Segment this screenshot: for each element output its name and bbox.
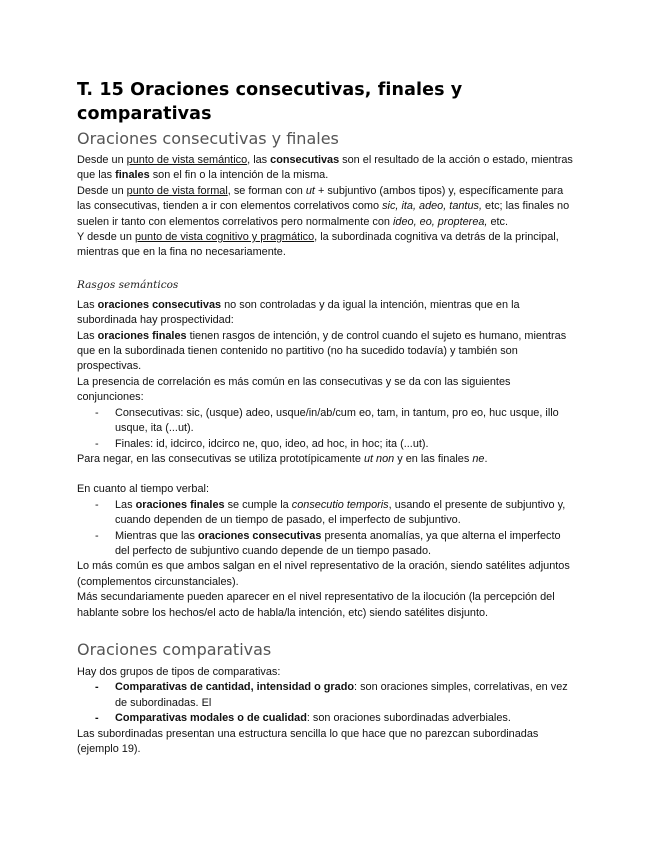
text: : son oraciones simples, correlativas, en vez de subordinadas. El <box>115 681 568 709</box>
text: Las <box>77 329 98 342</box>
paragraph-comun: Lo más común es que ambos salgan en el nivel representativo de la oración, siendo satélites adjuntos (complementos circunstanciales). <box>77 560 570 588</box>
text: , se forman con <box>227 184 306 197</box>
text: : son oraciones subordinadas adverbiales. <box>306 712 511 725</box>
conjunciones-list <box>77 406 577 452</box>
paragraph-secundariamente: Más secundariamente pueden aparecer en el nivel representativo de la ilocución (la percepción del hablante sobre los hechos/el acto de habla/la intención, etc) siendo satélites disjunto. <box>77 591 555 619</box>
dash-bullet: - <box>95 529 99 542</box>
paragraph-consecutivas-rasgos <box>77 298 577 329</box>
dash-bullet: - <box>95 712 99 725</box>
list-item-text: Finales: id, idcirco, idcirco ne, quo, ideo, ad hoc, in hoc; ita (...ut). <box>115 437 429 450</box>
list-item <box>77 498 577 529</box>
text: , la subordinada cognitiva va detrás de la principal, mientras que en la fina no necesariamente. <box>77 231 559 259</box>
text: y en las finales <box>394 452 473 465</box>
text: Desde un <box>77 154 127 166</box>
dash-bullet: - <box>95 437 99 450</box>
comparativas-list <box>77 680 577 726</box>
list-item <box>77 680 577 711</box>
paragraph-semantico <box>77 153 577 184</box>
subheading-rasgos: Rasgos semánticos <box>77 278 179 291</box>
paragraph-finales-rasgos <box>77 329 577 375</box>
text: + subjuntivo (ambos tipos) y, específicamente para las consecutivas, tienden a ir con elementos correlativos como <box>77 184 564 213</box>
italic-text: ideo, eo, propterea, <box>393 215 488 228</box>
section-heading-comparativas: Oraciones comparativas <box>77 639 272 659</box>
italic-text: ut <box>305 184 315 197</box>
text: . <box>484 452 488 465</box>
section-heading-consecutivas: Oraciones consecutivas y finales <box>77 129 339 148</box>
underlined-text: punto de vista semántico <box>126 154 248 166</box>
text: presenta anomalías, ya que alterna el imperfecto del perfecto de subjuntivo cuando depende de un tiempo pasado. <box>115 529 561 557</box>
bold-text: consecutivas <box>270 154 340 166</box>
text: son el fin o la intención de la misma. <box>149 169 329 182</box>
paragraph-grupos: Hay dos grupos de tipos de comparativas: <box>77 665 281 678</box>
underlined-text: punto de vista cognitivo y pragmático <box>134 231 315 244</box>
bold-text: Comparativas de cantidad, intensidad o grado <box>115 681 355 694</box>
text: no son controladas y da igual la intención, mientras que en la subordinada hay prospectividad: <box>77 298 520 327</box>
paragraph-tiempo-verbal: En cuanto al tiempo verbal: <box>77 483 209 496</box>
text: tienen rasgos de intención, y de control cuando el sujeto es humano, mientras que en la subordinada tienen contenido no partitivo (no ha sucedido todavía) y también son prospectivas. <box>77 329 567 373</box>
italic-text: ne <box>472 452 485 465</box>
italic-text: consecutio temporis <box>291 498 389 511</box>
text: Las <box>77 298 98 311</box>
text: etc; las finales no suelen ir tanto con elementos correlativos pero normalmente con <box>77 200 570 228</box>
bold-text: oraciones finales <box>97 329 187 342</box>
text: , usando el presente de subjuntivo y, cuando dependen de un tiempo de pasado, el imperfecto de subjuntivo. <box>115 498 566 527</box>
document-page <box>77 78 577 757</box>
text: , las <box>247 154 271 166</box>
dash-bullet: - <box>95 681 99 694</box>
bold-text: Comparativas modales o de cualidad <box>115 712 307 725</box>
text: etc. <box>487 215 509 228</box>
list-item <box>77 437 577 452</box>
paragraph-negar <box>77 452 577 467</box>
list-item <box>77 711 577 726</box>
text: Desde un <box>77 184 127 197</box>
text: son el resultado de la acción o estado, mientras que las <box>77 154 573 182</box>
tiempo-verbal-list <box>77 498 577 560</box>
underlined-text: punto de vista formal <box>126 184 228 197</box>
list-item <box>77 406 577 437</box>
italic-text: ut non <box>363 452 395 465</box>
paragraph-formal <box>77 184 577 230</box>
dash-bullet: - <box>95 406 99 419</box>
bold-text: oraciones consecutivas <box>97 298 222 311</box>
paragraph-subordinadas: Las subordinadas presentan una estructura sencilla lo que hace que no parezcan subordinadas (ejemplo 19). <box>77 727 539 755</box>
text: se cumple la <box>224 498 292 511</box>
paragraph-correlacion: La presencia de correlación es más común en las consecutivas y se da con las siguientes conjunciones: <box>77 375 511 404</box>
list-item <box>77 529 577 560</box>
bold-text: finales <box>115 169 150 182</box>
dash-bullet: - <box>95 498 99 511</box>
text: Para negar, en las consecutivas se utiliza prototípicamente <box>77 452 364 465</box>
italic-text: sic, ita, adeo, tantus, <box>382 200 482 213</box>
paragraph-cognitivo <box>77 230 577 261</box>
text: Las <box>115 498 136 511</box>
text: Mientras que las <box>115 529 198 542</box>
bold-text: oraciones finales <box>135 498 225 511</box>
text: Y desde un <box>77 231 135 244</box>
page-title: T. 15 Oraciones consecutivas, finales y comparativas <box>77 80 463 124</box>
bold-text: oraciones consecutivas <box>197 529 322 542</box>
list-item-text: Consecutivas: sic, (usque) adeo, usque/in/ab/cum eo, tam, in tantum, pro eo, huc usque, illo usque, ita (...ut). <box>115 406 559 435</box>
